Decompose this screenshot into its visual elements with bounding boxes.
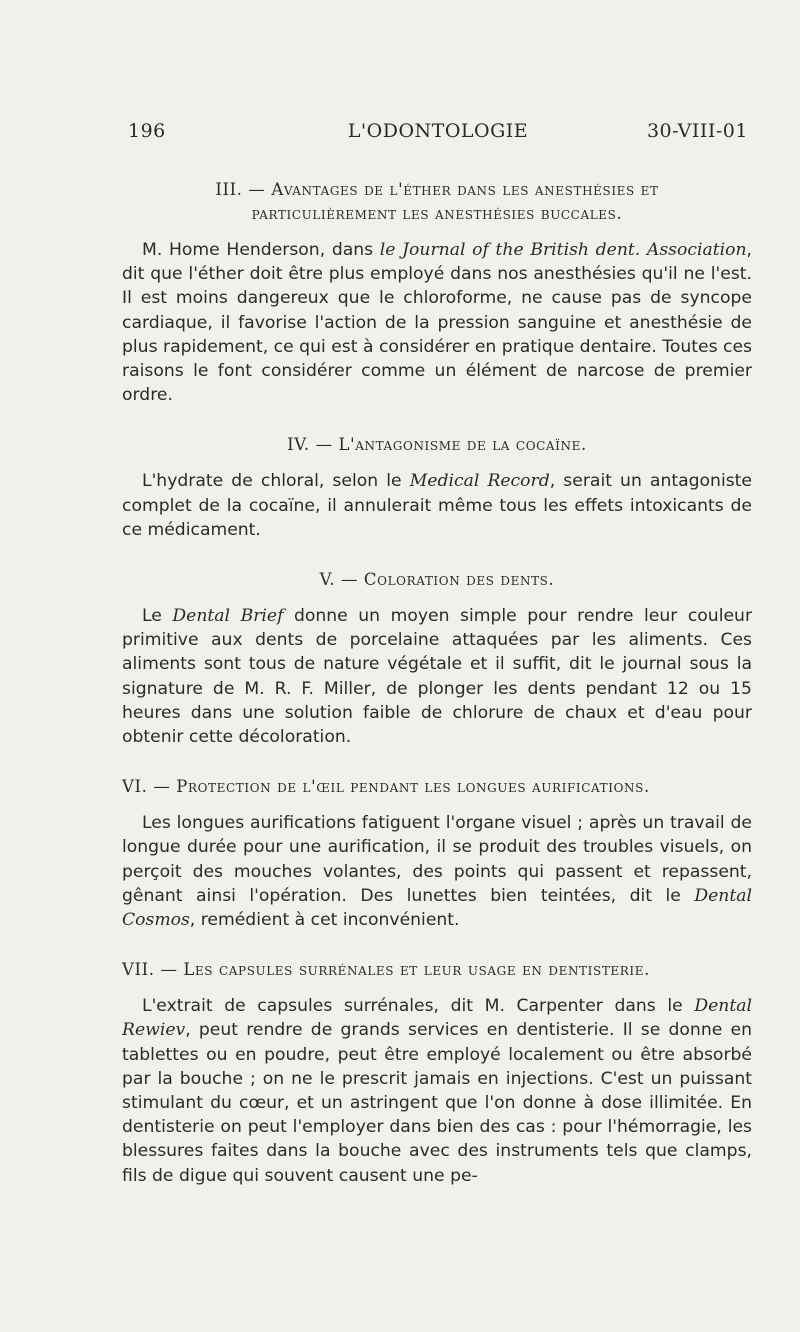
- journal-citation: Dental Rewiev: [122, 996, 752, 1041]
- text-run: , serait un antagoniste complet de la cocaïne, il annulerait même tous les effets intoxicants de ce médicament.: [122, 471, 752, 540]
- section-heading-iii: [122, 178, 752, 226]
- text-run: Les longues aurifications fatiguent l'organe visuel ; après un travail de longue durée pour une aurification, il se produit des troubles visuels, on perçoit des mouches volantes, des points qui passent et repassent, gênant ainsi l'opération. Des lunettes bien teintées, dit le: [122, 813, 752, 906]
- heading-line: III. — Avantages de l'éther dans les anesthésies et: [215, 180, 659, 199]
- section-heading-iv: IV. — L'antagonisme de la cocaïne.: [287, 435, 587, 455]
- text-run: , dit que l'éther doit être plus employé dans nos anesthésies qu'il ne l'est. Il est moins dangereux que le chloroforme, ne cause pas de syncope cardiaque, il favorise l'action de la pression sanguine et anesthésie de plus rapidement, ce qui est à considérer en pratique dentaire. Toutes ces raisons le font considérer comme un élément de narcose de premier ordre.: [122, 240, 752, 406]
- text-run: donne un moyen simple pour rendre leur couleur primitive aux dents de porcelaine attaquées par les aliments. Ces aliments sont tous de nature végétale et il suffit, dit le journal sous la signature de M. R. F. Miller, de plonger les dents pendant 12 ou 15 heures dans une solution faible de chlorure de chaux et d'eau pour obtenir cette décoloration.: [122, 606, 753, 748]
- article-body: [122, 178, 752, 1188]
- section-heading-vii: VII. — Les capsules surrénales et leur usage en dentisterie.: [122, 960, 650, 980]
- text-run: M. Home Henderson, dans: [142, 240, 380, 260]
- section-iii-paragraph: [122, 238, 752, 407]
- section-heading-vi: VI. — Protection de l'œil pendant les longues aurifications.: [122, 777, 650, 797]
- heading-line: particulièrement les anesthésies buccales.: [251, 204, 623, 223]
- section-vi-paragraph: [122, 811, 752, 932]
- journal-citation: Dental Brief: [172, 606, 284, 627]
- text-run: L'hydrate de chloral, selon le: [142, 471, 410, 492]
- text-run: Le: [142, 606, 173, 627]
- page-number: 196: [128, 120, 166, 142]
- text-run: , peut rendre de grands services en dentisterie. Il se donne en tablettes ou en poudre, peut être employé localement ou être absorbé par la bouche ; on ne le prescrit jamais en injections. C'est un puissant stimulant du cœur, et un astringent que l'on donne à dose illimitée. En dentisterie on peut l'employer dans bien des cas : pour l'hémorragie, les blessures faites dans la bouche avec des instruments tels que clamps, fils de digue qui souvent causent une pe-: [122, 1020, 752, 1186]
- journal-citation: Dental Cosmos: [122, 885, 752, 931]
- journal-citation: Medical Record: [409, 471, 550, 492]
- journal-citation: le Journal of the British dent. Association: [379, 240, 747, 260]
- text-run: L'extrait de capsules surrénales, dit M. Carpenter dans le: [142, 996, 695, 1017]
- text-run: , remédient à cet inconvénient.: [189, 910, 460, 931]
- issue-date: 30-VIII-01: [646, 120, 748, 142]
- section-heading-v: V. — Coloration des dents.: [319, 570, 555, 590]
- section-vii-paragraph: [122, 994, 752, 1188]
- journal-title: L'ODONTOLOGIE: [347, 120, 529, 142]
- section-v-paragraph: [122, 604, 752, 749]
- section-iv-paragraph: [122, 469, 752, 542]
